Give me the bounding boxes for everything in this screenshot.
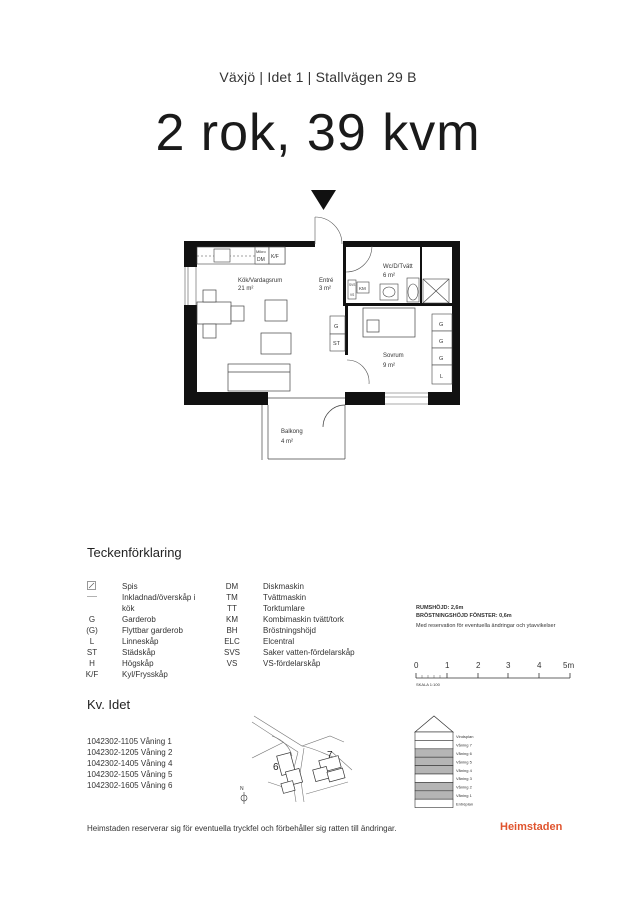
legend-label: Tvättmaskin (263, 593, 307, 602)
scale-bar (410, 658, 580, 690)
scale-tick-5: 5m (563, 661, 575, 670)
building-6 (277, 753, 303, 794)
legend-label: Bröstningshöjd (263, 626, 316, 635)
legend-label: Saker vatten-fördelarskåp (263, 648, 355, 657)
floor-band (415, 782, 453, 790)
dm-label: DM (257, 257, 265, 263)
brand-logo: Heimstaden (500, 821, 563, 833)
left-window (185, 267, 196, 305)
bottom-window (385, 393, 428, 404)
floor-label: Våning 6 (456, 751, 472, 756)
kv-heading: Kv. Idet (87, 697, 131, 712)
bedroom-door (347, 360, 369, 384)
scale-tick-2: 2 (476, 661, 481, 670)
room-area-kok: 21 m² (238, 286, 254, 292)
scale-label: SKALA 1:100 (416, 682, 440, 687)
room-area-balkong: 4 m² (281, 439, 293, 445)
room-name-entre: Entré (319, 278, 334, 284)
bathroom-door (346, 246, 372, 272)
page-title: 2 rok, 39 kvm (155, 104, 481, 162)
legend-abbr: BH (226, 626, 238, 635)
room-area-sovrum: 9 m² (383, 363, 395, 369)
wardrobe-g-1: G (439, 322, 444, 328)
floor-band (415, 766, 453, 774)
vs-label: VS (350, 293, 355, 297)
legend-heading: Teckenförklaring (87, 545, 182, 560)
legend-label: Kombimaskin tvätt/tork (263, 615, 344, 624)
entry-door (315, 217, 342, 244)
legend-abbr: (G) (86, 626, 98, 635)
legend-label: Linneskåp (122, 637, 159, 646)
room-area-entre: 3 m² (319, 286, 331, 292)
roof-icon (415, 716, 453, 732)
legend-label: VS-fördelarskåp (263, 659, 321, 668)
legend-abbr: ST (86, 648, 98, 657)
scale-tick-4: 4 (537, 661, 542, 670)
scale-tick-0: 0 (414, 661, 419, 670)
kf-label: K/F (271, 254, 279, 260)
building-section (410, 712, 500, 812)
kv-item: 1042302-1605 Våning 6 (87, 781, 173, 790)
room-name-balkong: Balkong (281, 429, 303, 435)
legend-label: Diskmaskin (263, 582, 304, 591)
legend-label: Flyttbar garderob (122, 626, 183, 635)
legend-label: Inkladnad/överskåp i kök (122, 593, 196, 613)
site-map (232, 712, 372, 812)
wardrobe-g-3: G (439, 356, 444, 362)
closet-st-label: ST (333, 341, 341, 347)
floor-label: Entréplan (456, 801, 474, 807)
legend-abbr: DM (225, 582, 239, 591)
floor-label: Våning 2 (456, 784, 472, 790)
room-name-kok: Kök/Vardagsrum (238, 278, 283, 284)
reservation-info: Med reservation för eventuella ändringar och ytavvikelser (416, 623, 556, 629)
address-subtitle: Växjö | Idet 1 | Stallvägen 29 B (219, 69, 417, 85)
legend-label: Spis (122, 582, 138, 591)
wardrobe-g-2: G (439, 339, 444, 345)
bed (363, 308, 415, 337)
legend-abbr: G (88, 615, 96, 624)
legend-label: Torktumlare (263, 604, 305, 613)
legend-abbr: ELC (224, 637, 240, 646)
floor-band (415, 774, 453, 782)
legend-label: Garderob (122, 615, 156, 624)
km-label: KM (359, 286, 366, 291)
legend-label: Städskåp (122, 648, 156, 657)
legend-abbr: SVS (223, 648, 240, 657)
building-6-label: 6 (273, 762, 279, 773)
dining-table (197, 290, 244, 338)
floor-label: Våning 3 (456, 776, 472, 782)
legend-abbr: KM (226, 615, 238, 624)
floor-band (415, 740, 453, 748)
room-height-info: RUMSHÖJD: 2,6m (416, 605, 464, 611)
footer-disclaimer: Heimstaden reserverar sig för eventuella tryckfel och förbehåller sig ratten till ändringar. (87, 824, 397, 833)
kv-item: 1042302-1105 Våning 1 (87, 737, 172, 746)
legend-label: Högskåp (122, 659, 154, 668)
floor-label: Våning 4 (456, 767, 472, 773)
legend-abbr: TM (226, 593, 238, 602)
legend-abbr: L (89, 637, 95, 646)
floor-band (415, 791, 453, 799)
room-name-sovrum: Sovrum (383, 353, 404, 359)
legend-abbr: H (89, 659, 95, 668)
legend-abbr: TT (227, 604, 237, 613)
kv-item: 1042302-1405 Våning 4 (87, 759, 173, 768)
scale-tick-1: 1 (445, 661, 450, 670)
kv-item: 1042302-1505 Våning 5 (87, 770, 173, 779)
floor-label: Vindsplan (456, 734, 474, 740)
room-area-wc: 6 m² (383, 273, 395, 279)
legend-abbr: VS (226, 659, 238, 668)
floor-band (415, 799, 453, 807)
room-name-wc: Wc/D/Tvätt (383, 264, 413, 270)
svs-label: SVS (349, 283, 356, 287)
legend-abbr: K/F (85, 670, 99, 679)
balcony (262, 398, 345, 460)
mikro-label: Mikro (256, 249, 266, 254)
entrance-arrow-icon (311, 190, 336, 210)
scale-tick-3: 3 (506, 661, 511, 670)
sill-height-info: BRÖSTNINGSHÖJD FÖNSTER: 0,6m (416, 613, 512, 619)
wardrobe-l: L (440, 374, 444, 380)
floor-label: Våning 1 (456, 793, 472, 798)
legend-abbr: ----- (87, 594, 97, 600)
floor-label: Våning 7 (456, 742, 472, 748)
floor-label: Våning 5 (456, 759, 472, 765)
kv-item: 1042302-1205 Våning 2 (87, 748, 173, 757)
floor-band (415, 732, 453, 740)
north-label: N (240, 786, 244, 792)
legend-label: Elcentral (263, 637, 295, 646)
closet-g-label: G (334, 324, 339, 330)
building-7-label: 7 (327, 750, 333, 761)
floor-band (415, 749, 453, 757)
floors-group (415, 732, 474, 808)
floor-band (415, 757, 453, 765)
legend-label: Kyl/Frysskåp (122, 670, 168, 679)
